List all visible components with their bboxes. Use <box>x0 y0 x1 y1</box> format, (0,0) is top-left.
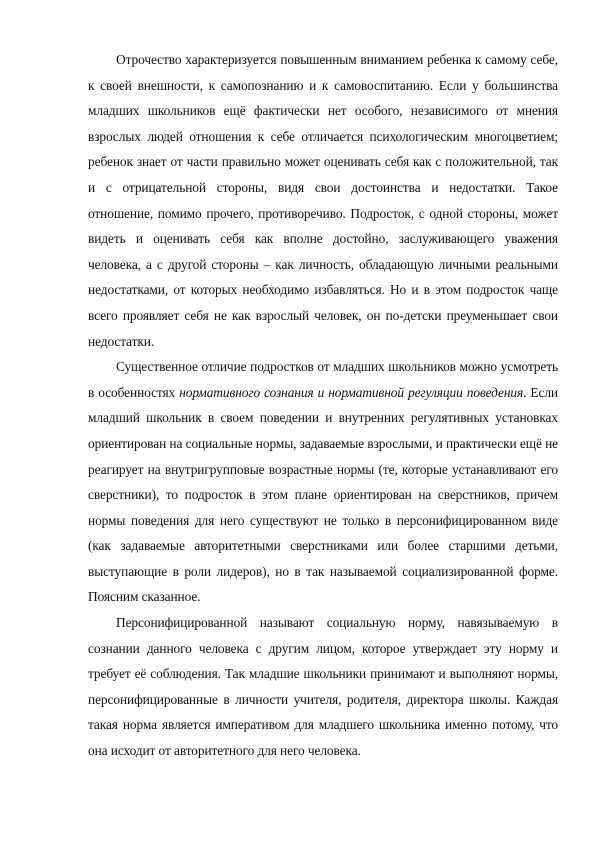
italic-emphasis: нормативного сознания и нормативной регуляции поведения <box>179 384 524 400</box>
paragraph-text-before: Существенное отличие подростков от младших школьников можно усмотреть в особенностях <box>88 359 558 400</box>
document-page <box>88 47 558 764</box>
paragraph-text-after: . Если младший школьник в своем поведении и внутренних регулятивных установках ориентирован на социальные нормы, задаваемые взрослыми, и практически ещё не реагирует на внутригрупповые возрастные нормы (те, которые устанавливают его сверстники), то подросток в этом плане ориентирован на сверстников, причем нормы поведения для него существуют не только в персонифицированном виде (как задаваемые авторитетными сверстниками или более старшими детьми, выступающие в роли лидеров), но в так называемой социализированной форме. Поясним сказанное. <box>88 384 558 605</box>
paragraph-text: Отрочество характеризуется повышенным вниманием ребенка к самому себе, к своей внешности, к самопознанию и к самовоспитанию. Если у большинства младших школьников ещё фактически нет особого, независимого от мнения взрослых людей отношения к себе отличается психологическим многоцветием; ребенок знает от части правильно может оценивать себя как с положительной, так и с отрицательной стороны, видя свои достоинства и недостатки. Такое отношение, помимо прочего, противоречиво. Подросток, с одной стороны, может видеть и оценивать себя как вполне достойно, заслуживающего уважения человека, а с другой стороны – как личность, обладающую личными реальными недостатками, от которых необходимо избавляться. Но и в этом подросток чаще всего проявляет себя не как взрослый человек, он по-детски преуменьшает свои недостатки. <box>88 52 558 349</box>
paragraph-text: Персонифицированной называют социальную норму, навязываемую в сознании данного человека с другим лицом, которое утверждает эту норму и требует её соблюдения. Так младшие школьники принимают и выполняют нормы, персонифицированные в личности учителя, родителя, директора школы. Каждая такая норма является императивом для младшего школьника именно потому, что она исходит от авторитетного для него человека. <box>88 615 558 759</box>
paragraph-adolescence-self-attention <box>88 47 558 354</box>
paragraph-normative-consciousness <box>88 354 558 610</box>
paragraph-personified-norm <box>88 610 558 764</box>
